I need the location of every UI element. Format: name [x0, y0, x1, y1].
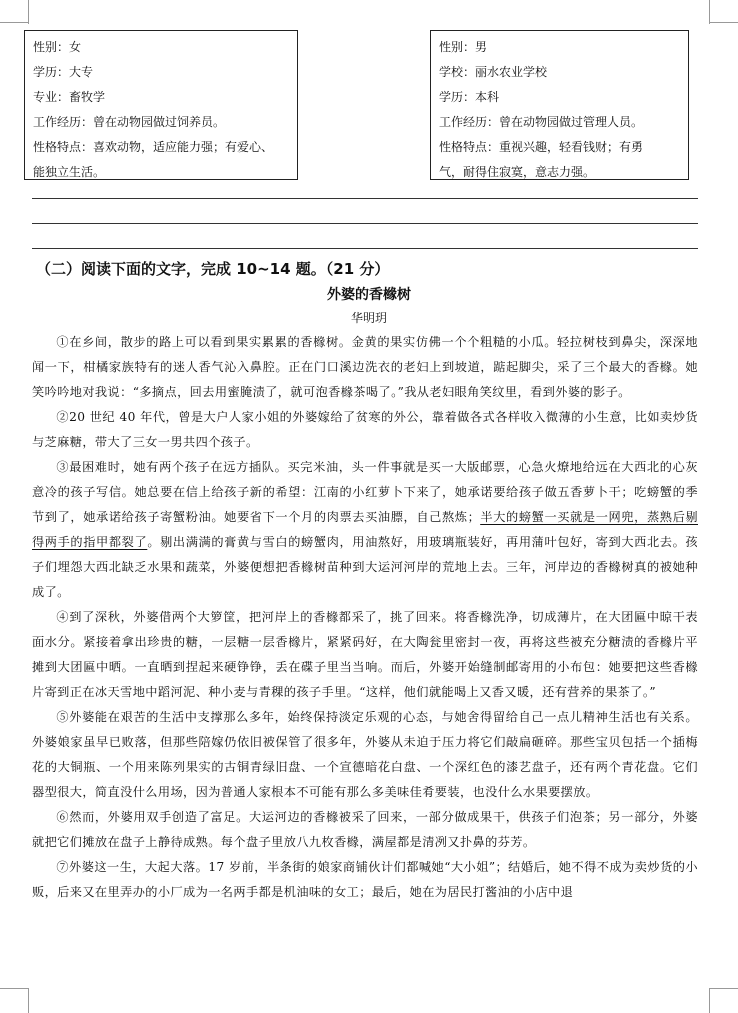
article-title: 外婆的香橼树 [327, 287, 411, 303]
crop-mark [709, 22, 738, 23]
crop-mark [28, 0, 29, 24]
card-line: 性别：女 [33, 40, 82, 54]
card-line: 学历：大专 [33, 65, 94, 79]
paragraph-4: ④到了深秋，外婆借两个大箩筐，把河岸上的香橼都采了，挑了回来。将香橼洗净，切成薄片，在大团匾中晾干表面水分。紧接着拿出珍贵的糖，一层糖一层香橼片，紧紧码好，在大陶瓮里密封一夜，再将这些被充分糖渍的香橼片平摊到大团匾中晒。一直晒到捏起来硬铮铮，丢在碟子里当当响。而后，外婆开始缝制邮寄用的小布包：她要把这些香橼片寄到正在冰天雪地中蹈河泥、种小麦与青稞的孩子手里。“这样，他们就能喝上又香又暖，还有营养的果茶了。” [32, 610, 698, 699]
crop-mark [709, 0, 710, 24]
crop-mark [709, 988, 710, 1013]
card-line: 性格特点：喜欢动物，适应能力强；有爱心、 [33, 140, 274, 154]
underlined-sentence: 半大的螃蟹一买就是一网兜，蒸熟后剔得两手的指甲都裂了 [32, 510, 698, 549]
answer-line [32, 198, 698, 199]
paragraph-5: ⑤外婆能在艰苦的生活中支撑那么多年，始终保持淡定乐观的心态，与她舍得留给自己一点儿精神生活也有关系。外婆娘家虽早已败落，但那些陪嫁仍依旧被保管了很多年，外婆从未迫于压力将它们敲扁砸碎。那些宝贝包括一个插梅花的大铜瓶、一个用来陈列果实的古铜青绿旧盘、一个宣德暗花白盘、一个深红色的漆艺盘子，还有两个青花盘。它们器型很大，简直没什么用场，因为普通人家根本不可能有那么多美味佳肴要装，也没什么水果要摆放。 [32, 710, 698, 799]
crop-mark [28, 988, 29, 1013]
crop-mark [0, 22, 28, 23]
candidate-card-right [430, 30, 689, 180]
card-line: 专业：畜牧学 [33, 90, 106, 104]
card-line: 能独立生活。 [33, 165, 106, 179]
paragraph-7: ⑦外婆这一生，大起大落。17 岁前，半条街的娘家商铺伙计们都喊她“大小姐”；结婚后，她不得不成为卖炒货的小贩，后来又在里弄办的小厂成为一名两手都是机油味的女工；最后，她在为居民打酱油的小店中退 [32, 860, 698, 899]
answer-line [32, 223, 698, 224]
paragraph-3-text: 。剔出满满的膏黄与雪白的螃蟹肉，用油熬好，用玻璃瓶装好，再用蒲叶包好，寄到大西北去。孩子们埋怨大西北缺乏水果和蔬菜，外婆便想把香橼树苗种到大运河河岸的荒地上去。三年，河岸边的香橼树真的被她种成了。 [32, 535, 698, 599]
paragraph-3 [32, 455, 698, 605]
card-line: 学历：本科 [439, 90, 500, 104]
crop-mark [709, 988, 738, 989]
article-author: 华明玥 [350, 311, 387, 325]
card-line: 工作经历：曾在动物园做过管理人员。 [439, 115, 644, 129]
card-line: 性格特点：重视兴趣，轻看钱财；有勇 [439, 140, 644, 154]
paragraph-1: ①在乡间，散步的路上可以看到果实累累的香橼树。金黄的果实仿佛一个个粗糙的小瓜。轻拉树枝到鼻尖，深深地闻一下，柑橘家族特有的迷人香气沁入鼻腔。正在门口溪边洗衣的老妇上到坡道，踮起脚尖，采了三个最大的香橼。她笑吟吟地对我说：“多摘点，回去用蜜腌渍了，就可泡香橼茶喝了。”我从老妇眼角笑纹里，看到外婆的影子。 [32, 335, 698, 399]
crop-mark [0, 988, 28, 989]
section-heading: （二）阅读下面的文字，完成 10~14 题。（21 分） [36, 260, 390, 278]
card-line: 工作经历：曾在动物园做过饲养员。 [33, 115, 226, 129]
paragraph-3-text: ③最困难时，她有两个孩子在远方插队。买完米油，头一件事就是买一大版邮票，心急火燎地给远在大西北的心灰意冷的孩子写信。她总要在信上给孩子新的希望：江南的小红萝卜下来了，她承诺要给孩子做五香萝卜干；吃螃蟹的季节到了，她承诺给孩子寄蟹粉油。她要省下一个月的肉票去买油膘，自己熬炼； [32, 460, 698, 524]
paragraph-6: ⑥然而，外婆用双手创造了富足。大运河边的香橼被采了回来，一部分做成果干，供孩子们泡茶；另一部分，外婆就把它们摊放在盘子上静待成熟。每个盘子里放八九枚香橼，满屋都是清冽又扑鼻的芬芳。 [32, 810, 698, 849]
candidate-card-left [24, 30, 298, 180]
card-line: 学校：丽水农业学校 [439, 65, 548, 79]
answer-line [32, 248, 698, 249]
article-body [32, 330, 698, 905]
card-line: 气，耐得住寂寞，意志力强。 [439, 165, 596, 179]
paragraph-2: ②20 世纪 40 年代，曾是大户人家小姐的外婆嫁给了贫寒的外公，靠着做各式各样收入微薄的小生意，比如卖炒货与芝麻糖，带大了三女一男共四个孩子。 [32, 410, 698, 449]
card-line: 性别：男 [439, 40, 488, 54]
